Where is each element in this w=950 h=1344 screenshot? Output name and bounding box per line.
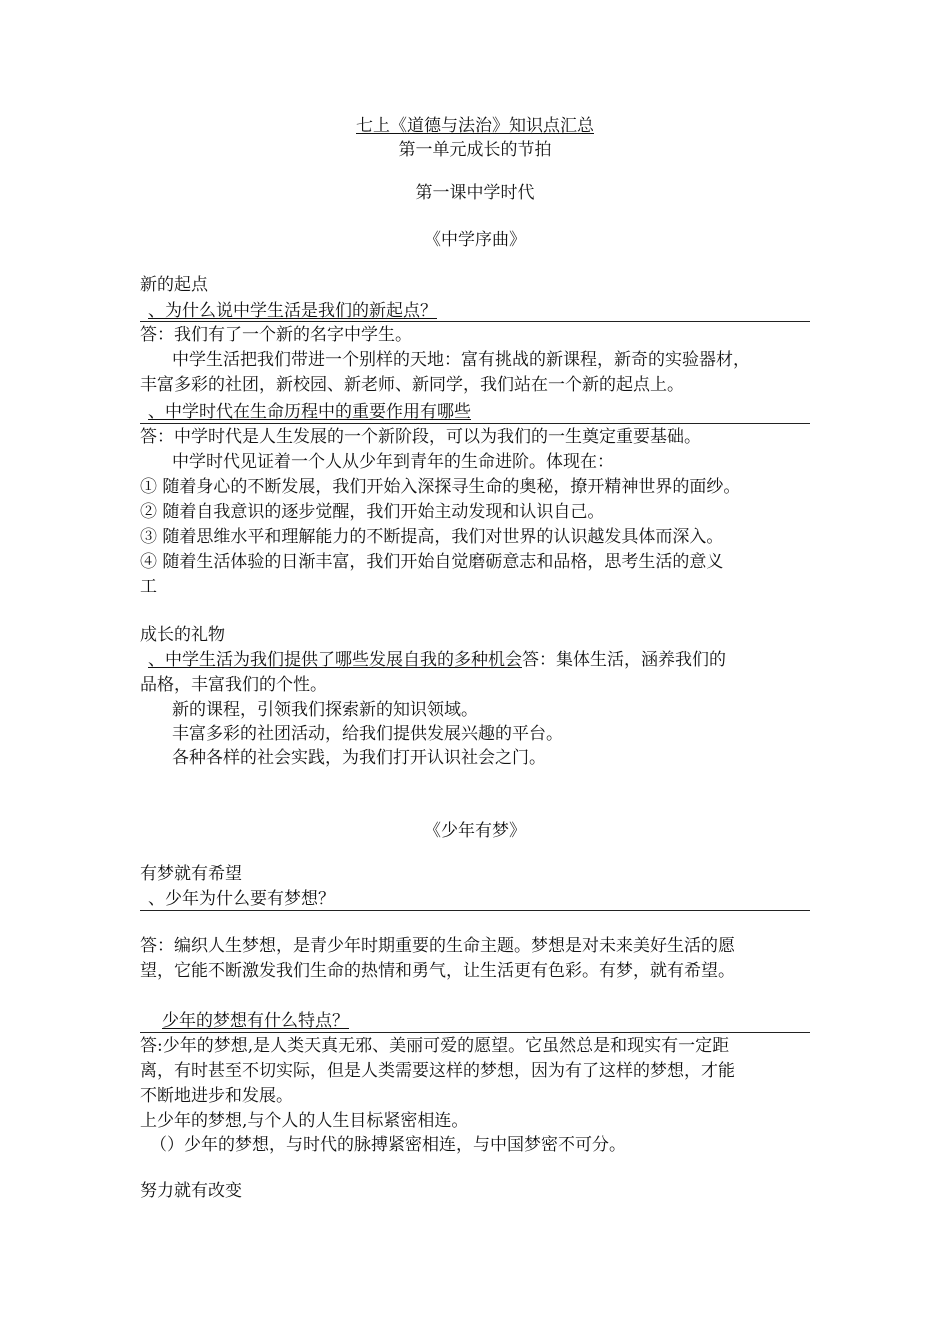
subheading-dream-hope: 有梦就有希望 <box>140 864 242 884</box>
answer-2-line-2: 中学时代见证着一个人从少年到青年的生命进阶。体现在： <box>172 452 614 472</box>
answer-3-line-5: 各种各样的社会实践，为我们打开认识社会之门。 <box>172 748 546 768</box>
subheading-new-start: 新的起点 <box>140 275 208 295</box>
answer-3-line-2: 品格，丰富我们的个性。 <box>140 675 327 695</box>
document-title-wrap <box>0 116 950 136</box>
question-1-rule <box>140 321 810 322</box>
answer-4-line-1: 答：编织人生梦想，是青少年时期重要的生命主题。梦想是对未来美好生活的愿 <box>140 936 735 956</box>
question-4: 、少年为什么要有梦想？ <box>148 889 335 909</box>
answer-2-item-3: ③ 随着思维水平和理解能力的不断提高，我们对世界的认识越发具体而深入。 <box>140 527 724 547</box>
answer-5-line-4: 上少年的梦想,与个人的人生目标紧密相连。 <box>140 1111 469 1131</box>
section-heading-2: 《少年有梦》 <box>424 821 526 841</box>
subheading-growth-gift: 成长的礼物 <box>140 625 225 645</box>
question-1: 、为什么说中学生活是我们的新起点？ <box>148 301 437 321</box>
question-2-rule <box>140 423 810 424</box>
question-3-line <box>148 650 726 670</box>
question-3: 、中学生活为我们提供了哪些发展自我的多种机会 <box>148 650 522 670</box>
question-2: 、中学时代在生命历程中的重要作用有哪些 <box>148 402 471 422</box>
document-title: 七上《道德与法治》知识点汇总 <box>356 116 594 136</box>
answer-2-item-4: ④ 随着生活体验的日渐丰富，我们开始自觉磨砺意志和品格，思考生活的意义 <box>140 552 724 572</box>
answer-3-line-4: 丰富多彩的社团活动，给我们提供发展兴趣的平台。 <box>172 724 563 744</box>
answer-5-line-5: （）少年的梦想，与时代的脉搏紧密相连，与中国梦密不可分。 <box>150 1135 626 1155</box>
question-5-rule <box>140 1032 810 1033</box>
answer-4-line-2: 望，它能不断激发我们生命的热情和勇气，让生活更有色彩。有梦，就有希望。 <box>140 961 735 981</box>
question-4-rule <box>140 910 810 911</box>
answer-5-line-1: 答:少年的梦想,是人类天真无邪、美丽可爱的愿望。它虽然总是和现实有一定距 <box>140 1036 730 1056</box>
answer-1-line-3: 丰富多彩的社团，新校园、新老师、新同学，我们站在一个新的起点上。 <box>140 375 684 395</box>
question-5: 少年的梦想有什么特点？ <box>162 1011 349 1031</box>
answer-3-line-3: 新的课程，引领我们探索新的知识领域。 <box>172 700 478 720</box>
lesson-title: 第一课中学时代 <box>415 183 535 203</box>
unit-title: 第一单元成长的节拍 <box>398 140 552 160</box>
answer-2-item-2: ② 随着自我意识的逐步觉醒，我们开始主动发现和认识自己。 <box>140 502 605 522</box>
answer-2-line-1: 答：中学时代是人生发展的一个新阶段，可以为我们的一生奠定重要基础。 <box>140 427 701 447</box>
answer-2-item-4-cont: 工 <box>140 577 157 597</box>
answer-2-item-1: ① 随着身心的不断发展，我们开始入深探寻生命的奥秘，撩开精神世界的面纱。 <box>140 477 741 497</box>
answer-1-line-1: 答：我们有了一个新的名字中学生。 <box>140 325 412 345</box>
answer-1-line-2: 中学生活把我们带进一个别样的天地：富有挑战的新课程，新奇的实验器材， <box>172 350 750 370</box>
section-heading-1: 《中学序曲》 <box>424 230 526 250</box>
answer-5-line-3: 不断地进步和发展。 <box>140 1086 293 1106</box>
answer-5-line-2: 离，有时甚至不切实际，但是人类需要这样的梦想，因为有了这样的梦想，才能 <box>140 1061 735 1081</box>
answer-3-line-1: 答：集体生活，涵养我们的 <box>522 650 726 670</box>
subheading-effort-change: 努力就有改变 <box>140 1181 242 1201</box>
